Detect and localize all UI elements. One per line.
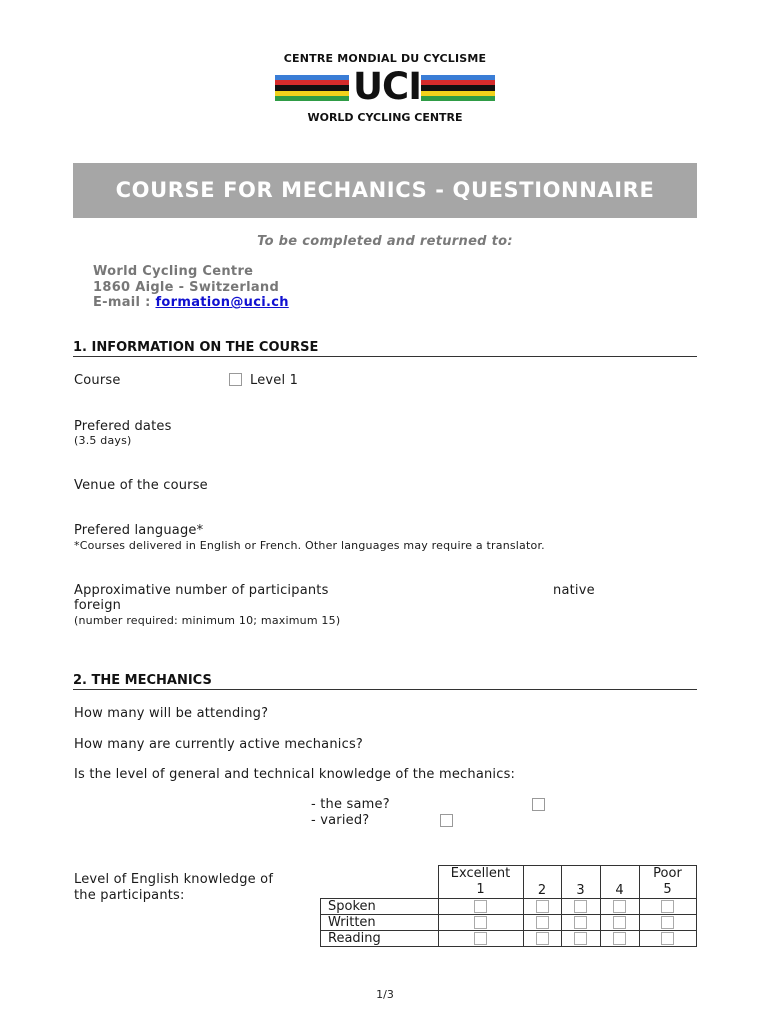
course-label: Course: [74, 373, 121, 388]
native-label: native: [553, 583, 595, 598]
rating-checkbox[interactable]: [613, 900, 626, 913]
rating-checkbox[interactable]: [536, 932, 549, 945]
venue-label: Venue of the course: [74, 478, 208, 493]
row-label-spoken: Spoken: [321, 899, 439, 915]
subtitle: To be completed and returned to:: [257, 234, 513, 249]
logo-stripes-left: [275, 75, 349, 101]
cell[interactable]: [639, 899, 696, 915]
rating-checkbox[interactable]: [574, 916, 587, 929]
level1-checkbox[interactable]: [229, 373, 242, 386]
english-level-table: [320, 865, 697, 947]
q-active: How many are currently active mechanics?: [74, 737, 364, 752]
row-label-reading: Reading: [321, 931, 439, 947]
logo-brand: UCI: [353, 65, 421, 108]
cell[interactable]: [438, 931, 523, 947]
rating-checkbox[interactable]: [661, 900, 674, 913]
header-col2: 2: [523, 866, 561, 899]
logo-top-text: CENTRE MONDIAL DU CYCLISME: [283, 52, 487, 65]
logo-bottom-text: WORLD CYCLING CENTRE: [307, 111, 463, 124]
table-row: [321, 899, 697, 915]
rating-checkbox[interactable]: [474, 916, 487, 929]
cell[interactable]: [561, 915, 600, 931]
address-email-row: [93, 295, 289, 310]
cell[interactable]: [438, 899, 523, 915]
section2-title: THE MECHANICS: [91, 673, 212, 688]
header-col3: 3: [561, 866, 600, 899]
language-label: Prefered language*: [74, 523, 204, 538]
address-line1: World Cycling Centre: [93, 264, 254, 279]
dates-label: Prefered dates: [74, 419, 172, 434]
page-number: 1/3: [376, 988, 394, 1001]
rating-checkbox[interactable]: [474, 932, 487, 945]
rating-checkbox[interactable]: [661, 916, 674, 929]
rating-checkbox[interactable]: [574, 900, 587, 913]
rating-checkbox[interactable]: [661, 932, 674, 945]
cell[interactable]: [639, 931, 696, 947]
varied-checkbox[interactable]: [440, 814, 453, 827]
blank-header: [321, 866, 439, 899]
cell[interactable]: [639, 915, 696, 931]
cell[interactable]: [523, 899, 561, 915]
dates-note: (3.5 days): [74, 434, 132, 447]
opt-same-label: - the same?: [311, 797, 390, 812]
email-label: E-mail :: [93, 295, 156, 310]
same-checkbox[interactable]: [532, 798, 545, 811]
opt-varied-label: - varied?: [311, 813, 370, 828]
cell[interactable]: [523, 931, 561, 947]
q-attending: How many will be attending?: [74, 706, 269, 721]
section2-heading: [73, 673, 697, 690]
header-poor: [639, 866, 696, 899]
uci-logo: [275, 65, 495, 108]
level1-label: Level 1: [250, 373, 299, 388]
rating-checkbox[interactable]: [536, 900, 549, 913]
cell[interactable]: [561, 899, 600, 915]
table-row: [321, 915, 697, 931]
cell[interactable]: [438, 915, 523, 931]
rating-checkbox[interactable]: [574, 932, 587, 945]
cell[interactable]: [600, 915, 639, 931]
header-excellent-text: Excellent: [450, 866, 511, 881]
foreign-label: foreign: [74, 598, 122, 613]
section2-number: 2.: [73, 673, 87, 688]
cell[interactable]: [561, 931, 600, 947]
language-note: *Courses delivered in English or French. Other languages may require a translator.: [74, 539, 545, 552]
stripe-green: [421, 96, 495, 101]
participants-note: (number required: minimum 10; maximum 15): [74, 614, 341, 627]
rating-checkbox[interactable]: [613, 932, 626, 945]
address-line2: 1860 Aigle - Switzerland: [93, 280, 280, 295]
email-link[interactable]: formation@uci.ch: [155, 295, 289, 310]
q-level: Is the level of general and technical knowledge of the mechanics:: [74, 767, 516, 782]
cell[interactable]: [600, 899, 639, 915]
header-poor-text: Poor: [653, 866, 682, 881]
page-title: COURSE FOR MECHANICS - QUESTIONNAIRE: [115, 178, 655, 202]
header-col5: 5: [663, 882, 672, 897]
rating-checkbox[interactable]: [474, 900, 487, 913]
stripe-green: [275, 96, 349, 101]
participants-label: Approximative number of participants: [74, 583, 329, 598]
header-excellent: [438, 866, 523, 899]
header-col4: 4: [600, 866, 639, 899]
table-header-row: [321, 866, 697, 899]
english-label: Level of English knowledge of the participants:: [74, 872, 274, 903]
rating-checkbox[interactable]: [613, 916, 626, 929]
header-col1: 1: [476, 882, 485, 897]
table-row: [321, 931, 697, 947]
section1-heading: 1. INFORMATION ON THE COURSE: [73, 340, 697, 357]
rating-checkbox[interactable]: [536, 916, 549, 929]
row-label-written: Written: [321, 915, 439, 931]
cell[interactable]: [600, 931, 639, 947]
logo-stripes-right: [421, 75, 495, 101]
cell[interactable]: [523, 915, 561, 931]
